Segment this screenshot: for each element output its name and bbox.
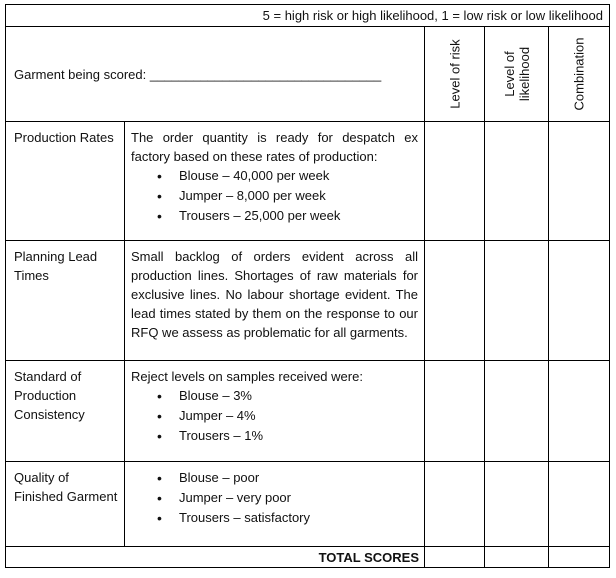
score-cell-combination[interactable] bbox=[549, 462, 610, 547]
column-level-of-risk bbox=[425, 27, 485, 122]
row-description bbox=[125, 241, 425, 361]
score-cell-risk[interactable] bbox=[425, 241, 485, 361]
column-header-text: Level of likelihood bbox=[501, 46, 532, 102]
column-combination bbox=[549, 27, 610, 122]
row-category: Production Rates bbox=[6, 122, 125, 241]
total-scores-label: TOTAL SCORES bbox=[6, 547, 425, 568]
list-item: • Trousers – 1% bbox=[179, 426, 418, 446]
total-combination-cell[interactable] bbox=[549, 547, 610, 568]
table-row bbox=[6, 241, 610, 361]
table-row bbox=[6, 361, 610, 462]
score-cell-likelihood[interactable] bbox=[485, 462, 549, 547]
score-cell-risk[interactable] bbox=[425, 361, 485, 462]
column-header-text: Combination bbox=[571, 37, 587, 111]
column-header-text: Level of risk bbox=[447, 39, 462, 109]
row-intro: The order quantity is ready for despatch ex factory based on these rates of production: bbox=[131, 130, 418, 164]
score-cell-combination[interactable] bbox=[549, 122, 610, 241]
total-likelihood-cell[interactable] bbox=[485, 547, 549, 568]
list-item: • Jumper – 4% bbox=[179, 406, 418, 426]
list-item: • Trousers – satisfactory bbox=[179, 508, 418, 528]
list-item: • Jumper – very poor bbox=[179, 488, 418, 508]
row-category: Standard of Production Consistency bbox=[6, 361, 125, 462]
total-row bbox=[6, 547, 610, 568]
list-item: • Blouse – 3% bbox=[179, 386, 418, 406]
list-item: • Blouse – poor bbox=[179, 468, 418, 488]
row-intro: Reject levels on samples received were: bbox=[131, 369, 363, 384]
row-category: Planning Lead Times bbox=[6, 241, 125, 361]
row-category: Quality of Finished Garment bbox=[6, 462, 125, 547]
score-cell-risk[interactable] bbox=[425, 122, 485, 241]
bullet-list bbox=[131, 468, 418, 528]
total-risk-cell[interactable] bbox=[425, 547, 485, 568]
risk-scoring-table bbox=[5, 4, 610, 568]
table-row bbox=[6, 462, 610, 547]
row-description bbox=[125, 122, 425, 241]
garment-being-scored-label: Garment being scored: ________________________________ bbox=[6, 27, 425, 122]
table-row bbox=[6, 122, 610, 241]
scoring-legend: 5 = high risk or high likelihood, 1 = low risk or low likelihood bbox=[6, 5, 610, 27]
score-cell-likelihood[interactable] bbox=[485, 122, 549, 241]
score-cell-likelihood[interactable] bbox=[485, 361, 549, 462]
row-description bbox=[125, 361, 425, 462]
list-item: • Trousers – 25,000 per week bbox=[179, 206, 418, 226]
list-item: • Blouse – 40,000 per week bbox=[179, 166, 418, 186]
row-intro: Small backlog of orders evident across all production lines. Shortages of raw materials for exclusive lines. No labour shortage evident. The lead times stated by them on the response to our RFQ we assess as problematic for all garments. bbox=[131, 249, 418, 340]
score-cell-likelihood[interactable] bbox=[485, 241, 549, 361]
row-description bbox=[125, 462, 425, 547]
score-cell-combination[interactable] bbox=[549, 241, 610, 361]
column-level-of-likelihood bbox=[485, 27, 549, 122]
list-item: • Jumper – 8,000 per week bbox=[179, 186, 418, 206]
score-cell-combination[interactable] bbox=[549, 361, 610, 462]
bullet-list bbox=[131, 166, 418, 226]
bullet-list bbox=[131, 386, 418, 446]
score-cell-risk[interactable] bbox=[425, 462, 485, 547]
